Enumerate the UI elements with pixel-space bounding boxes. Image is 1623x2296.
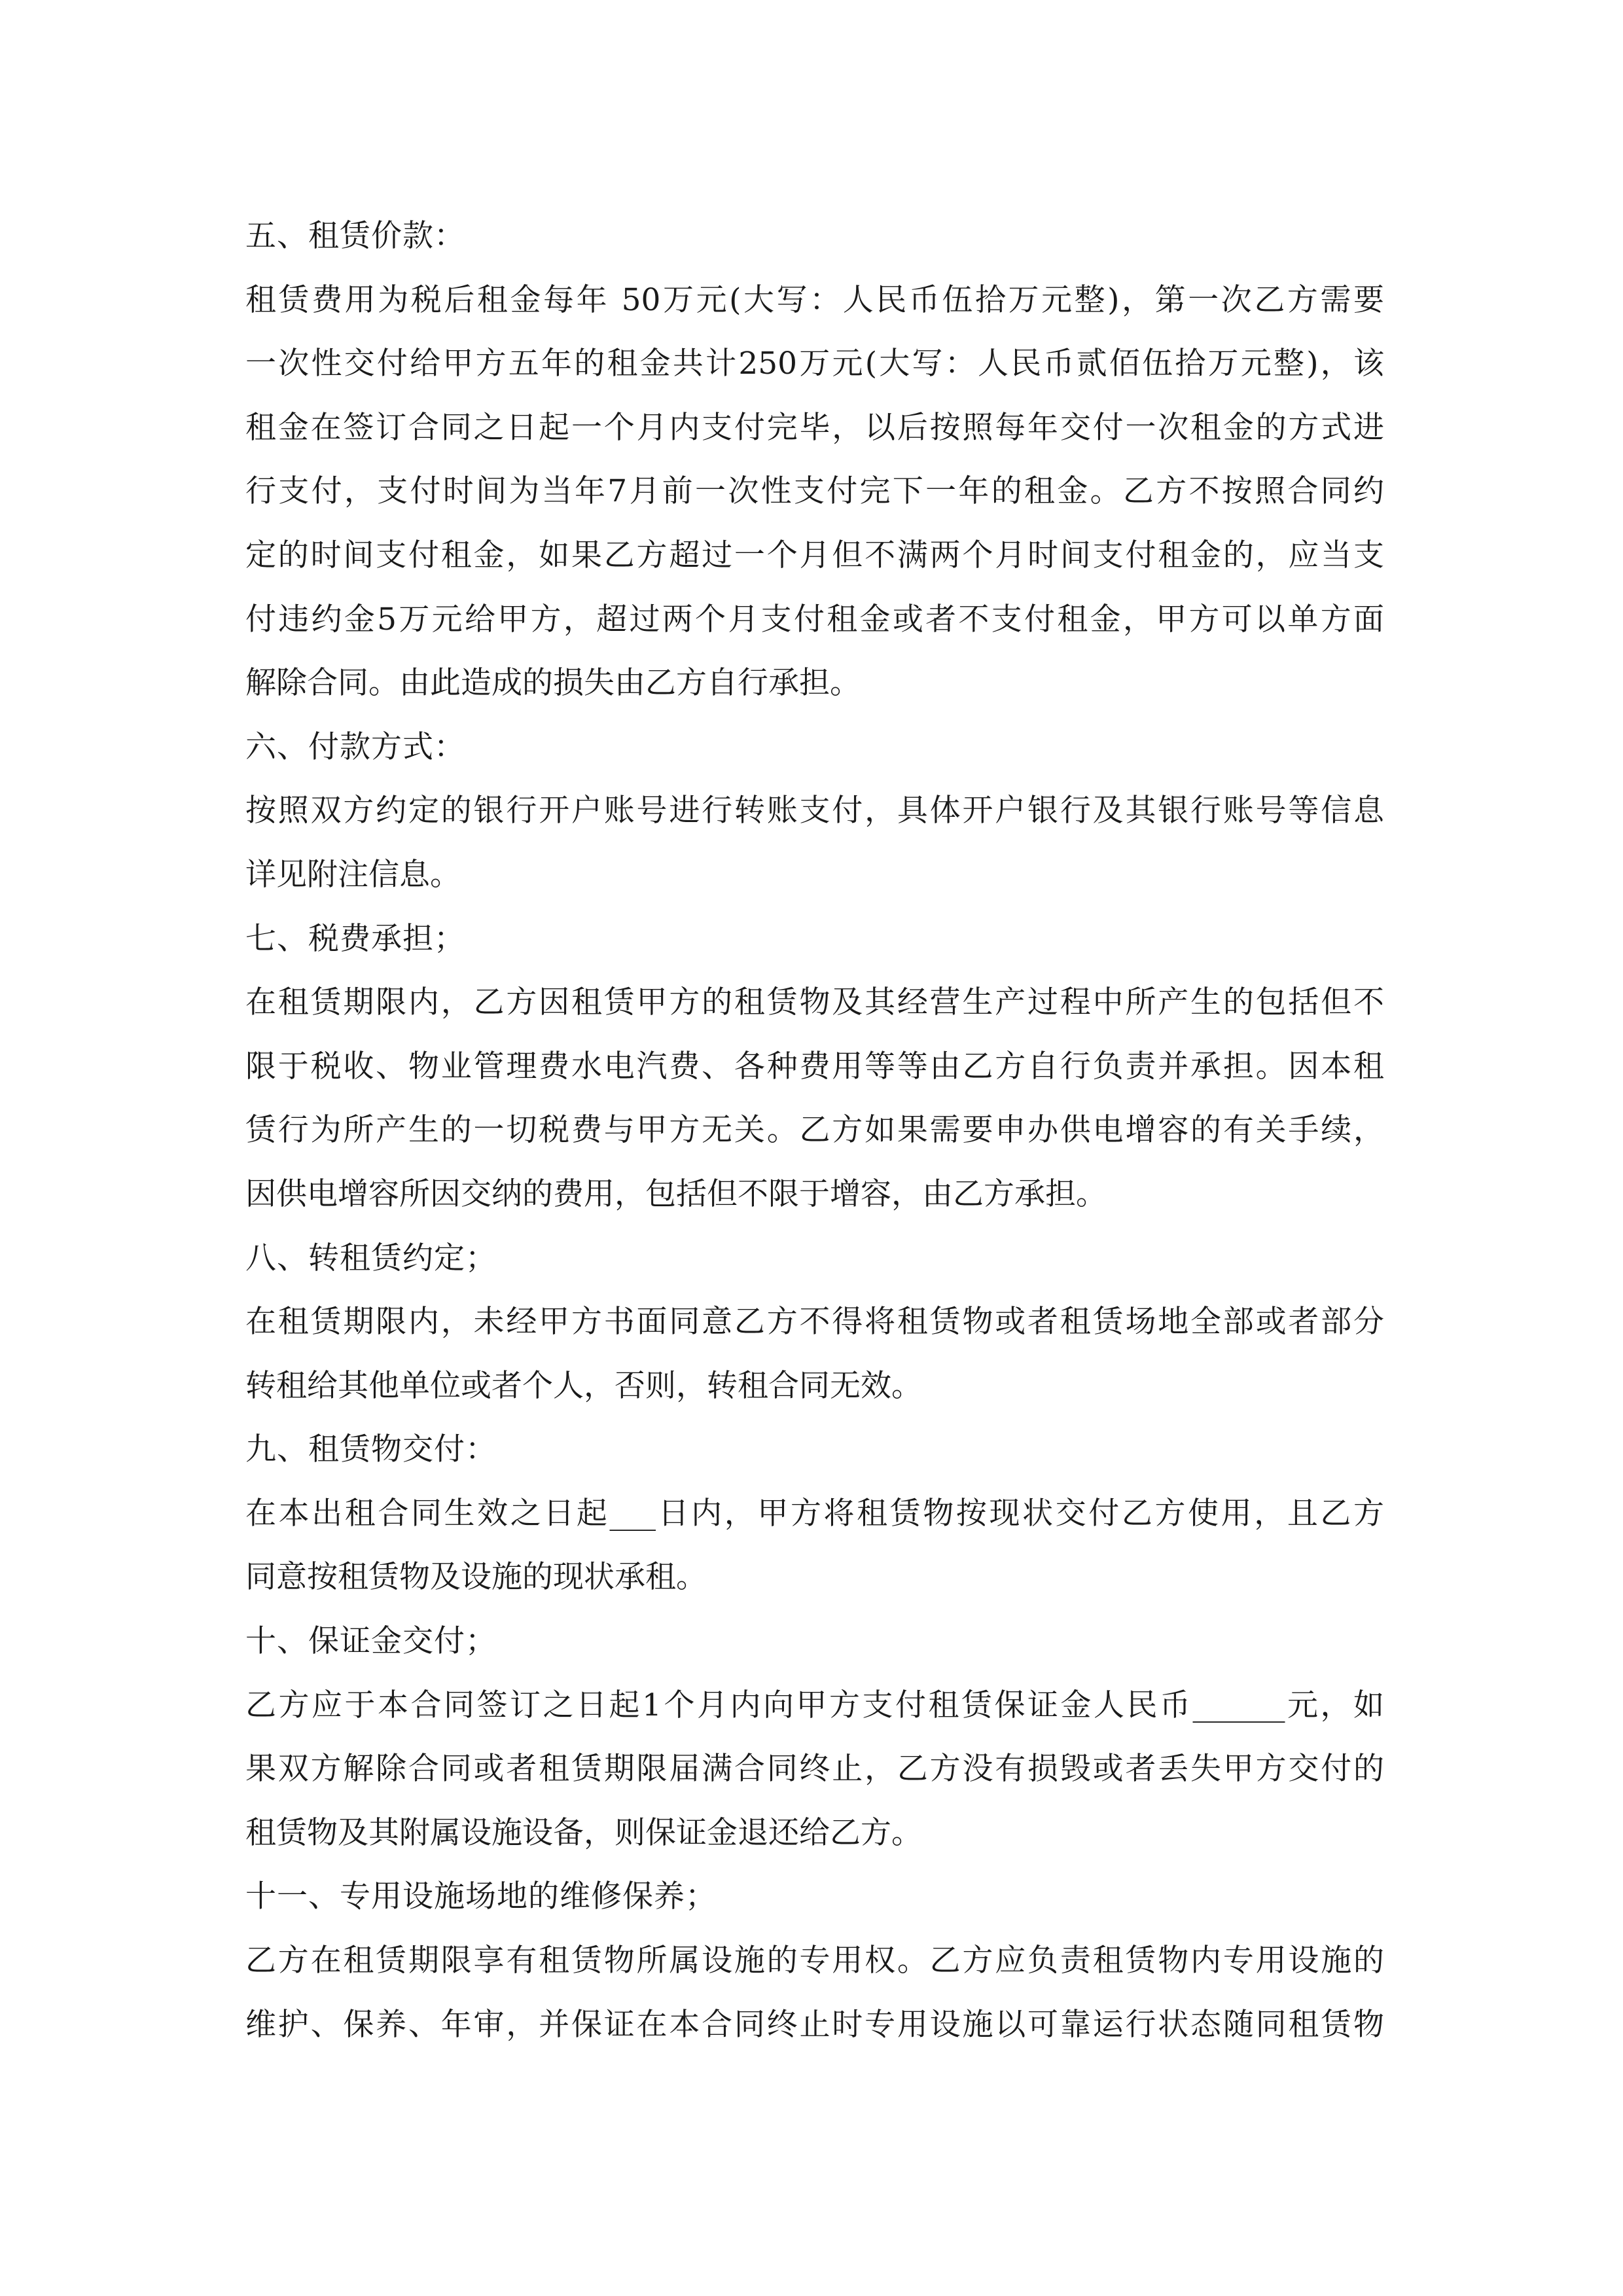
paragraph-line: 在租赁期限内，乙方因租赁甲方的租赁物及其经营生产过程中所产生的包括但不 (245, 984, 1384, 1021)
paragraph-line: 付违约金5万元给甲方，超过两个月支付租金或者不支付租金，甲方可以单方面 (245, 601, 1384, 637)
paragraph-line: 租金在签订合同之日起一个月内支付完毕，以后按照每年交付一次租金的方式进 (245, 409, 1384, 446)
section-heading-rental-price: 五、租赁价款： (245, 218, 465, 254)
paragraph-line: 果双方解除合同或者租赁期限届满合同终止，乙方没有损毁或者丢失甲方交付的 (245, 1751, 1384, 1787)
paragraph-line: 转租给其他单位或者个人，否则，转租合同无效。 (245, 1367, 922, 1404)
paragraph-line: 一次性交付给甲方五年的租金共计250万元(大写：人民币贰佰伍拾万元整)，该 (245, 346, 1384, 382)
paragraph-line: 同意按租赁物及设施的现状承租。 (245, 1559, 707, 1596)
section-heading-payment-method: 六、付款方式： (245, 728, 465, 765)
document-body (245, 204, 1384, 2056)
section-heading-deposit: 十、保证金交付； (245, 1623, 497, 1660)
paragraph-line: 乙方应于本合同签订之日起1个月内向甲方支付租赁保证金人民币______元，如 (245, 1687, 1384, 1723)
paragraph-line: 按照双方约定的银行开户账号进行转账支付，具体开户银行及其银行账号等信息 (245, 793, 1384, 829)
paragraph-line: 解除合同。由此造成的损失由乙方自行承担。 (245, 665, 861, 702)
paragraph-line: 详见附注信息。 (245, 856, 461, 893)
paragraph-line: 在本出租合同生效之日起___日内，甲方将租赁物按现状交付乙方使用，且乙方 (245, 1495, 1384, 1532)
paragraph-line: 行支付，支付时间为当年7月前一次性支付完下一年的租金。乙方不按照合同约 (245, 473, 1384, 510)
section-heading-taxes: 七、税费承担； (245, 920, 465, 957)
section-heading-delivery: 九、租赁物交付： (245, 1431, 497, 1468)
paragraph-line: 租赁费用为税后租金每年 50万元(大写：人民币伍拾万元整)，第一次乙方需要 (245, 281, 1384, 318)
paragraph-line: 定的时间支付租金，如果乙方超过一个月但不满两个月时间支付租金的，应当支 (245, 537, 1384, 573)
section-heading-sublease: 八、转租赁约定； (245, 1240, 497, 1276)
paragraph-line: 赁行为所产生的一切税费与甲方无关。乙方如果需要申办供电增容的有关手续， (245, 1112, 1384, 1149)
paragraph-line: 在租赁期限内，未经甲方书面同意乙方不得将租赁物或者租赁场地全部或者部分 (245, 1304, 1384, 1340)
section-heading-maintenance: 十一、专用设施场地的维修保养； (245, 1878, 717, 1915)
paragraph-line: 乙方在租赁期限享有租赁物所属设施的专用权。乙方应负责租赁物内专用设施的 (245, 1943, 1384, 1979)
paragraph-line: 维护、保养、年审，并保证在本合同终止时专用设施以可靠运行状态随同租赁物 (245, 2006, 1384, 2043)
paragraph-line: 限于税收、物业管理费水电汽费、各种费用等等由乙方自行负责并承担。因本租 (245, 1048, 1384, 1085)
paragraph-line: 因供电增容所因交纳的费用，包括但不限于增容，由乙方承担。 (245, 1175, 1107, 1212)
paragraph-line: 租赁物及其附属设施设备，则保证金退还给乙方。 (245, 1814, 922, 1851)
